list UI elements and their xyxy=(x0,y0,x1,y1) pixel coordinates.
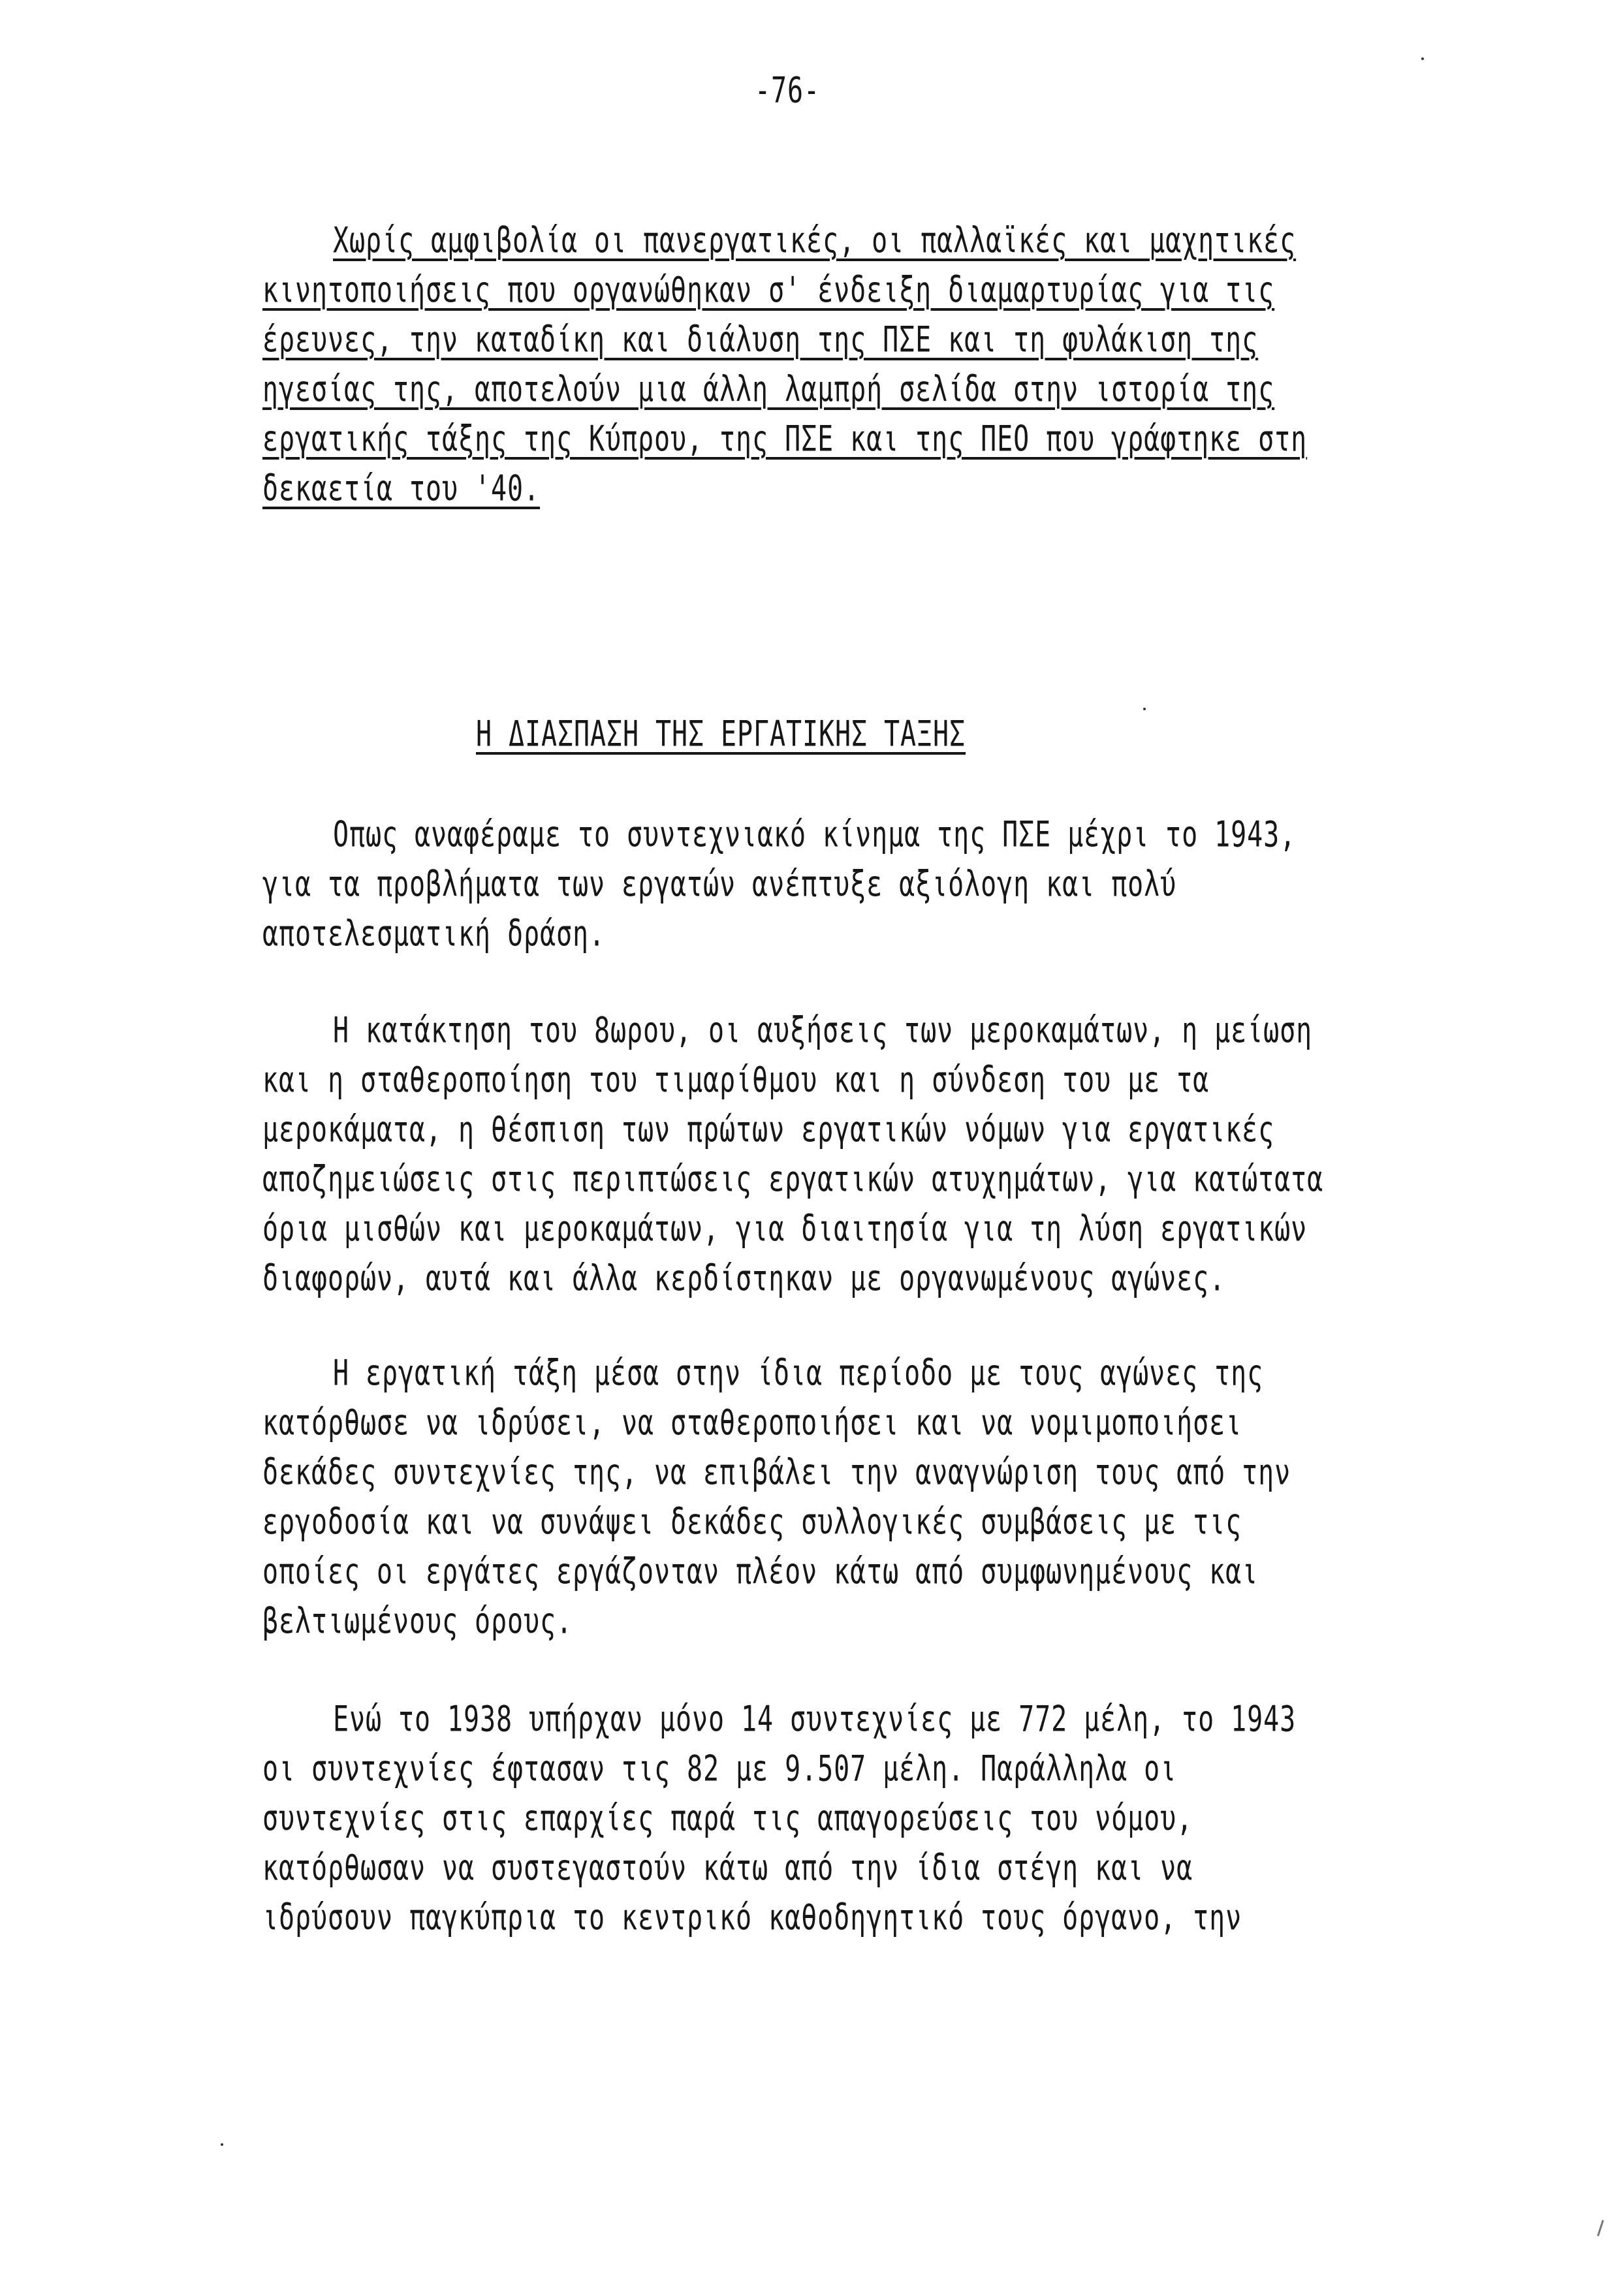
text-line: Χωρίς αμφιβολία οι πανεργατικές, οι παλλαϊκές και μαχητικές xyxy=(333,220,1297,262)
text-line: βελτιωμένους όρους. xyxy=(262,1601,573,1643)
paragraph xyxy=(262,1006,1323,1304)
text-line: εργοδοσία και να συνάψει δεκάδες συλλογικές συμβάσεις με τις xyxy=(262,1502,1242,1543)
text-line: ιδρύσουν παγκύπρια το κεντρικό καθοδηγητικό τους όργανο, την xyxy=(262,1897,1242,1939)
scan-speck xyxy=(1143,708,1146,710)
text-line: οι συντεχνίες έφτασαν τις 82 με 9.507 μέλη. Παράλληλα οι xyxy=(262,1748,1177,1790)
scan-speck xyxy=(1597,2220,1604,2237)
text-line: συντεχνίες στις επαρχίες παρά τις απαγορεύσεις του νόμου, xyxy=(262,1798,1193,1840)
text-line: δεκάδες συντεχνίες της, να επιβάλει την αναγνώριση τους από την xyxy=(262,1452,1291,1494)
scan-speck xyxy=(221,2143,223,2146)
text-line: αποτελεσματική δράση. xyxy=(262,913,606,955)
paragraph xyxy=(262,1695,1296,1943)
text-line: δεκαετία του '40. xyxy=(262,468,541,510)
text-line: Ενώ το 1938 υπήρχαν μόνο 14 συντεχνίες με 772 μέλη, το 1943 xyxy=(333,1699,1297,1740)
text-line: κατόρθωσαν να συστεγαστούν κάτω από την ίδια στέγη και να xyxy=(262,1848,1193,1889)
text-line: κινητοποιήσεις που οργανώθηκαν σ' ένδειξη διαμαρτυρίας για τις xyxy=(262,270,1275,311)
section-heading: Η ΔΙΑΣΠΑΣΗ ΤΗΣ ΕΡΓΑΤΙΚΗΣ ΤΑΞΗΣ xyxy=(476,714,966,755)
text-line: ηγεσίας της, αποτελούν μια άλλη λαμπρή σελίδα στην ιστορία της xyxy=(262,369,1275,411)
text-line: μεροκάματα, η θέσπιση των πρώτων εργατικών νόμων για εργατικές xyxy=(262,1109,1275,1151)
paragraph xyxy=(262,1349,1291,1646)
text-line: Η εργατική τάξη μέσα στην ίδια περίοδο με τους αγώνες της xyxy=(333,1353,1264,1394)
text-line: όρια μισθών και μεροκαμάτων, για διαιτησία για τη λύση εργατικών xyxy=(262,1208,1308,1250)
intro-paragraph xyxy=(262,216,1307,514)
text-line: διαφορών, αυτά και άλλα κερδίστηκαν με οργανωμένους αγώνες. xyxy=(262,1258,1226,1300)
text-line: αποζημειώσεις στις περιπτώσεις εργατικών ατυχημάτων, για κατώτατα xyxy=(262,1159,1324,1201)
text-line: κατόρθωσε να ιδρύσει, να σταθεροποιήσει και να νομιμοποιήσει xyxy=(262,1402,1242,1444)
text-line: οποίες οι εργάτες εργάζονταν πλέον κάτω από συμφωνημένους και xyxy=(262,1551,1259,1593)
text-line: εργατικής τάξης της Κύπρου, της ΠΣΕ και της ΠΕΟ που γράφτηκε στη xyxy=(262,418,1308,460)
text-line: έρευνες, την καταδίκη και διάλυση της ΠΣΕ και τη φυλάκιση της xyxy=(262,319,1259,361)
paragraph xyxy=(262,810,1296,959)
scan-speck xyxy=(1421,57,1424,60)
text-line: για τα προβλήματα των εργατών ανέπτυξε αξιόλογη και πολύ xyxy=(262,864,1177,905)
text-line: Οπως αναφέραμε το συντεχνιακό κίνημα της ΠΣΕ μέχρι το 1943, xyxy=(333,814,1297,856)
text-line: και η σταθεροποίηση του τιμαρίθμου και η σύνδεση του με τα xyxy=(262,1060,1210,1101)
page-number: -76- xyxy=(755,70,821,112)
text-line: Η κατάκτηση του 8ωρου, οι αυξήσεις των μεροκαμάτων, η μείωση xyxy=(333,1010,1313,1052)
